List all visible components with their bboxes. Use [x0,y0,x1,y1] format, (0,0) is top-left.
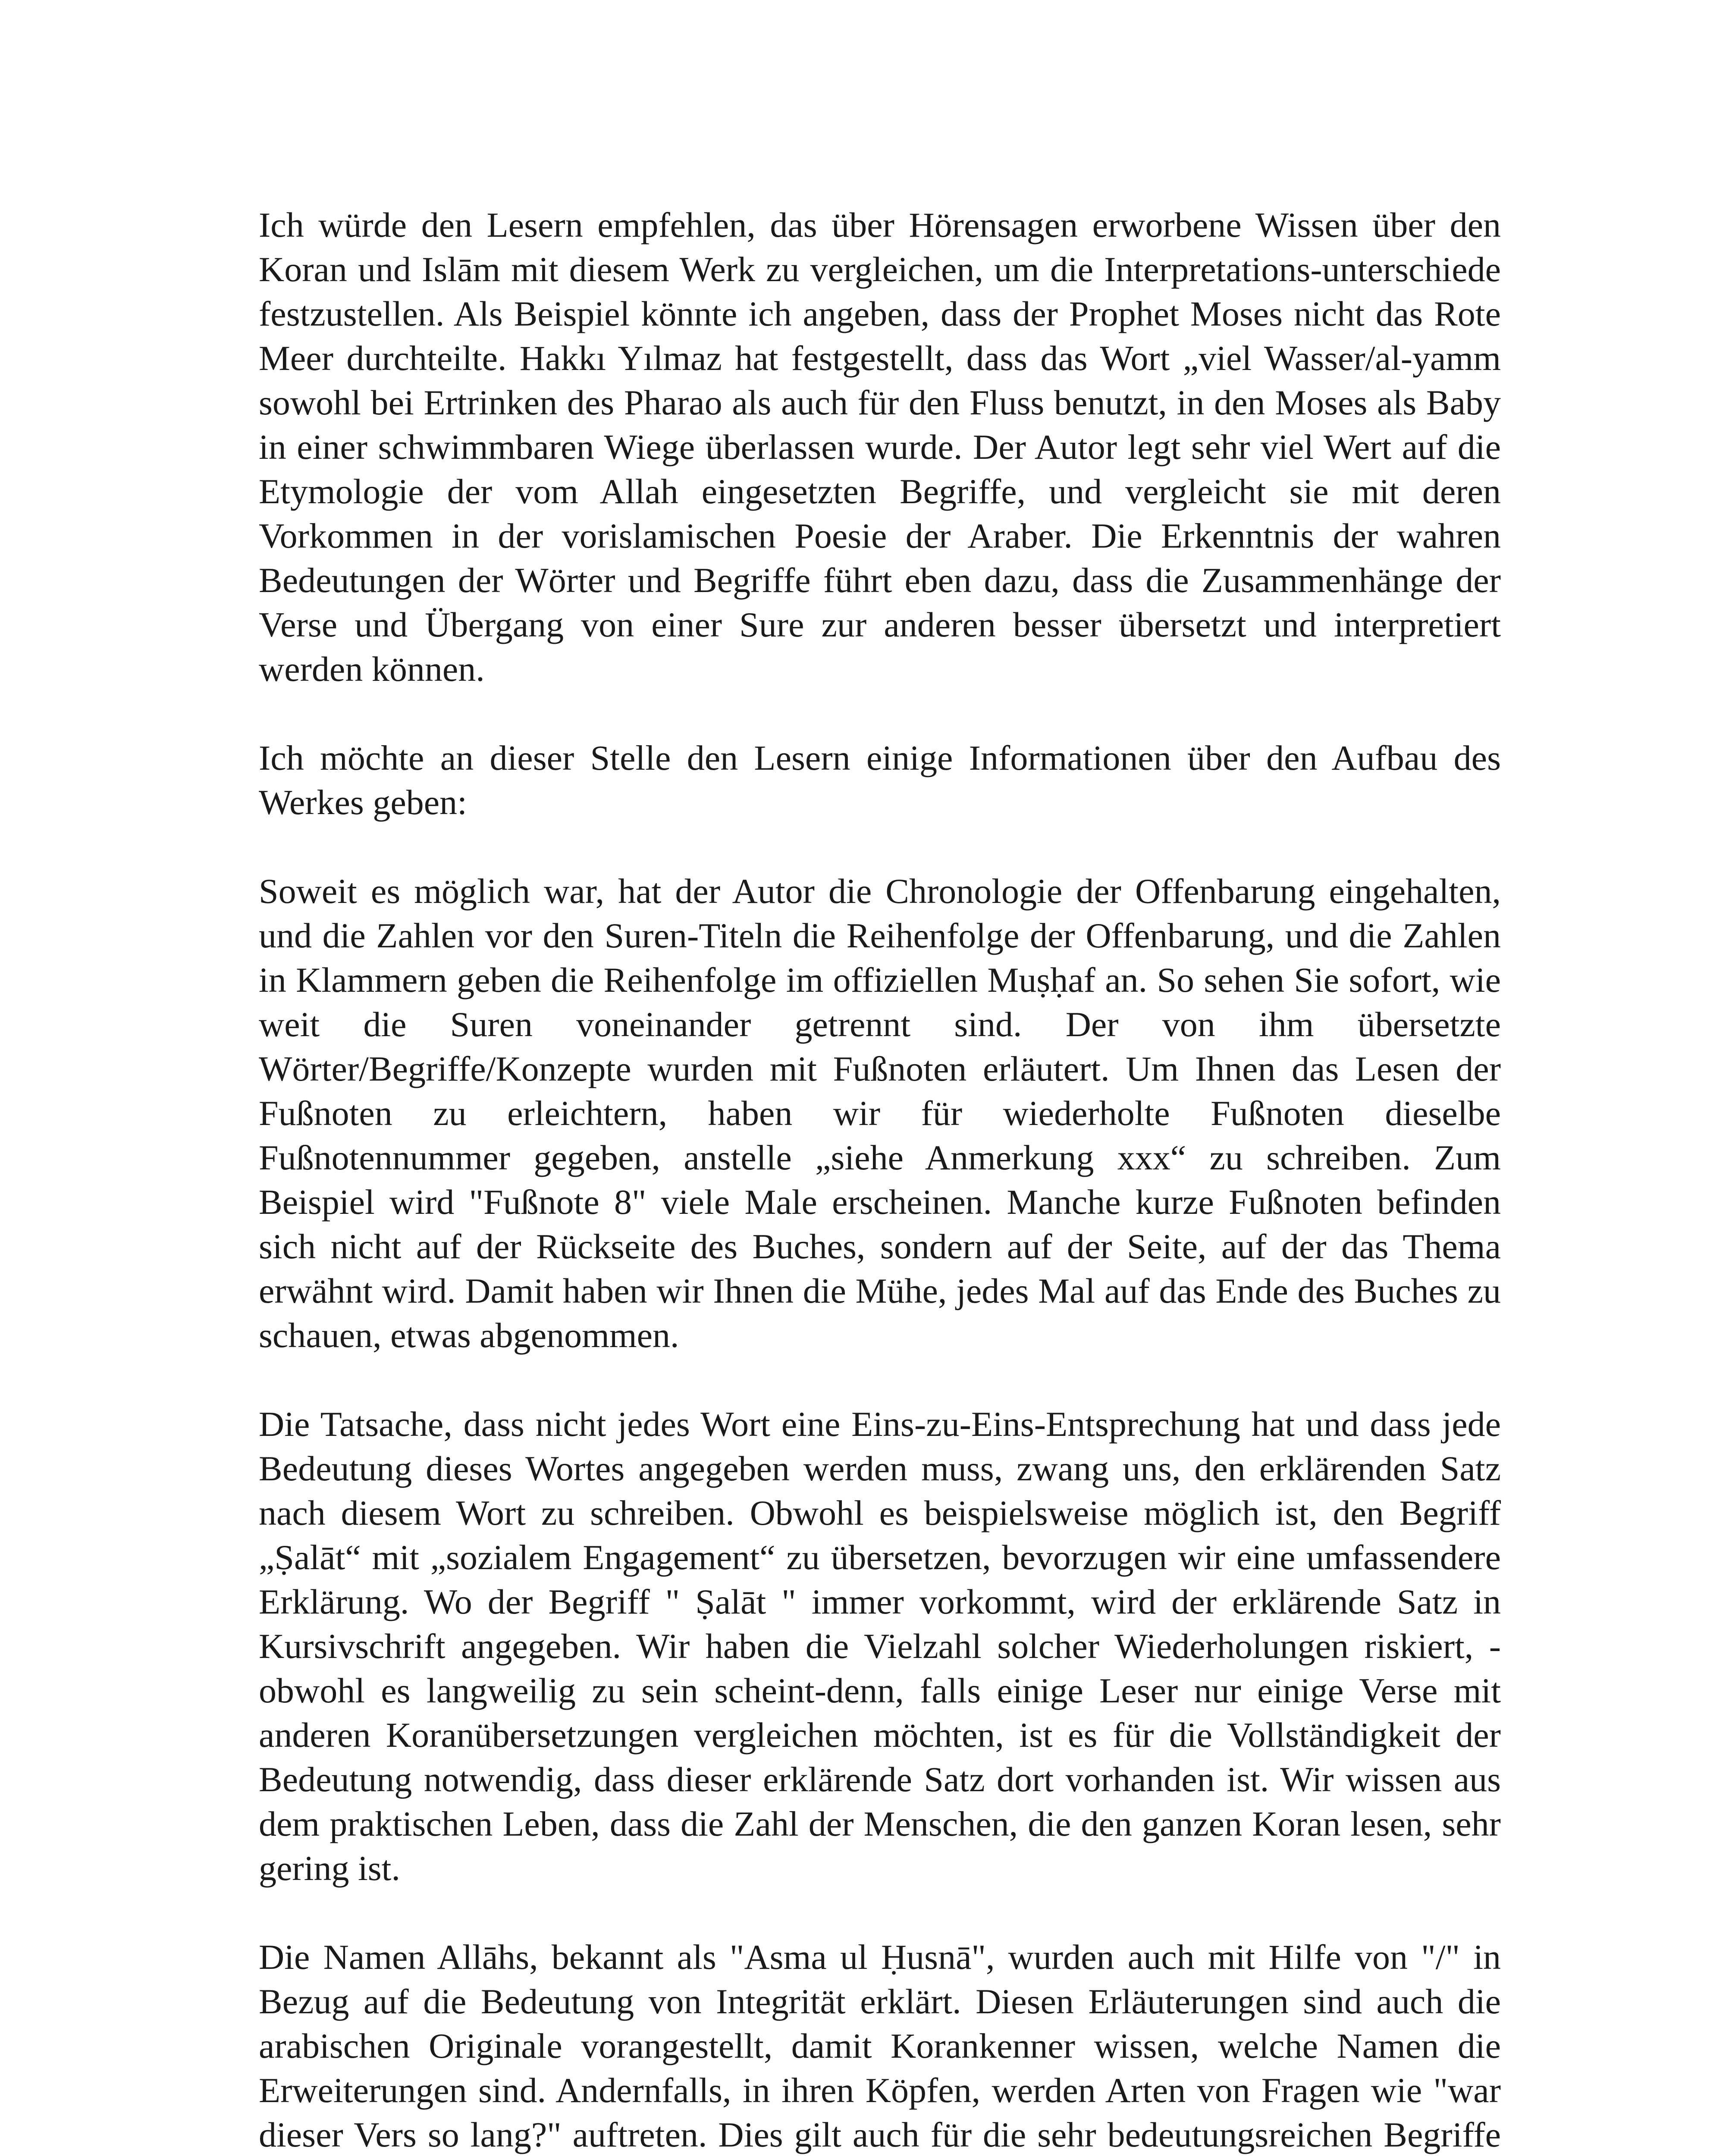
body-text [259,203,1501,2156]
paragraph-5: Die Namen Allāhs, bekannt als "Asma ul Ḥusnā", wurden auch mit Hilfe von "/" in Bezug auf die Bedeutung von Integrität erklärt. Diesen Erläuterungen sind auch die arabischen Originale vorangestellt, damit Korankenner wissen, welche Namen die Erweiterungen sind. Andernfalls, in ihren Köpfen, werden Arten von Fragen wie "war dieser Vers so lang?" auftreten. Dies gilt auch für die sehr bedeutungsreichen Begriffe [259,1937,1501,2154]
paragraph-1: Ich würde den Lesern empfehlen, das über Hörensagen erworbene Wissen über den Koran und Islām mit diesem Werk zu vergleichen, um die Interpretations-unterschiede festzustellen. Als Beispiel könnte ich angeben, dass der Prophet Moses nicht das Rote Meer durchteilte. Hakkı Yılmaz hat festgestellt, dass das Wort „viel Wasser/al-yamm sowohl bei Ertrinken des Pharao als auch für den Fluss benutzt, in den Moses als Baby in einer schwimmbaren Wiege überlassen wurde. Der Autor legt sehr viel Wert auf die Etymologie der vom Allah eingesetzten Begriffe, und vergleicht sie mit deren Vorkommen in der vorislamischen Poesie der Araber. Die Erkenntnis der wahren Bedeutungen der Wörter und Begriffe führt eben dazu, dass die Zusammenhänge der Verse und Übergang von einer Sure zur anderen besser übersetzt und interpretiert werden können. [259,205,1501,689]
paragraph-2: Ich möchte an dieser Stelle den Lesern einige Informationen über den Aufbau des Werkes geben: [259,738,1501,822]
paragraph-4: Die Tatsache, dass nicht jedes Wort eine Eins-zu-Eins-Entsprechung hat und dass jede Bedeutung dieses Wortes angegeben werden muss, zwang uns, den erklärenden Satz nach diesem Wort zu schreiben. Obwohl es beispielsweise möglich ist, den Begriff „Ṣalāt“ mit „sozialem Engagement“ zu übersetzen, bevorzugen wir eine umfassendere Erklärung. Wo der Begriff " Ṣalāt " immer vorkommt, wird der erklärende Satz in Kursivschrift angegeben. Wir haben die Vielzahl solcher Wiederholungen riskiert, -obwohl es langweilig zu sein scheint-denn, falls einige Leser nur einige Verse mit anderen Koranübersetzungen vergleichen möchten, ist es für die Vollständigkeit der Bedeutung notwendig, dass dieser erklärende Satz dort vorhanden ist. Wir wissen aus dem praktischen Leben, dass die Zahl der Menschen, die den ganzen Koran lesen, sehr gering ist. [259,1404,1501,1888]
paragraph-3: Soweit es möglich war, hat der Autor die Chronologie der Offenbarung eingehalten, und die Zahlen vor den Suren-Titeln die Reihenfolge der Offenbarung, und die Zahlen in Klammern geben die Reihenfolge im offiziellen Muṣḥaf an. So sehen Sie sofort, wie weit die Suren voneinander getrennt sind. Der von ihm übersetzte Wörter/Begriffe/Konzepte wurden mit Fußnoten erläutert. Um Ihnen das Lesen der Fußnoten zu erleichtern, haben wir für wiederholte Fußnoten dieselbe Fußnotennummer gegeben, anstelle „siehe Anmerkung xxx“ zu schreiben. Zum Beispiel wird "Fußnote 8" viele Male erscheinen. Manche kurze Fußnoten befinden sich nicht auf der Rückseite des Buches, sondern auf der Seite, auf der das Thema erwähnt wird. Damit haben wir Ihnen die Mühe, jedes Mal auf das Ende des Buches zu schauen, etwas abgenommen. [259,871,1501,1355]
